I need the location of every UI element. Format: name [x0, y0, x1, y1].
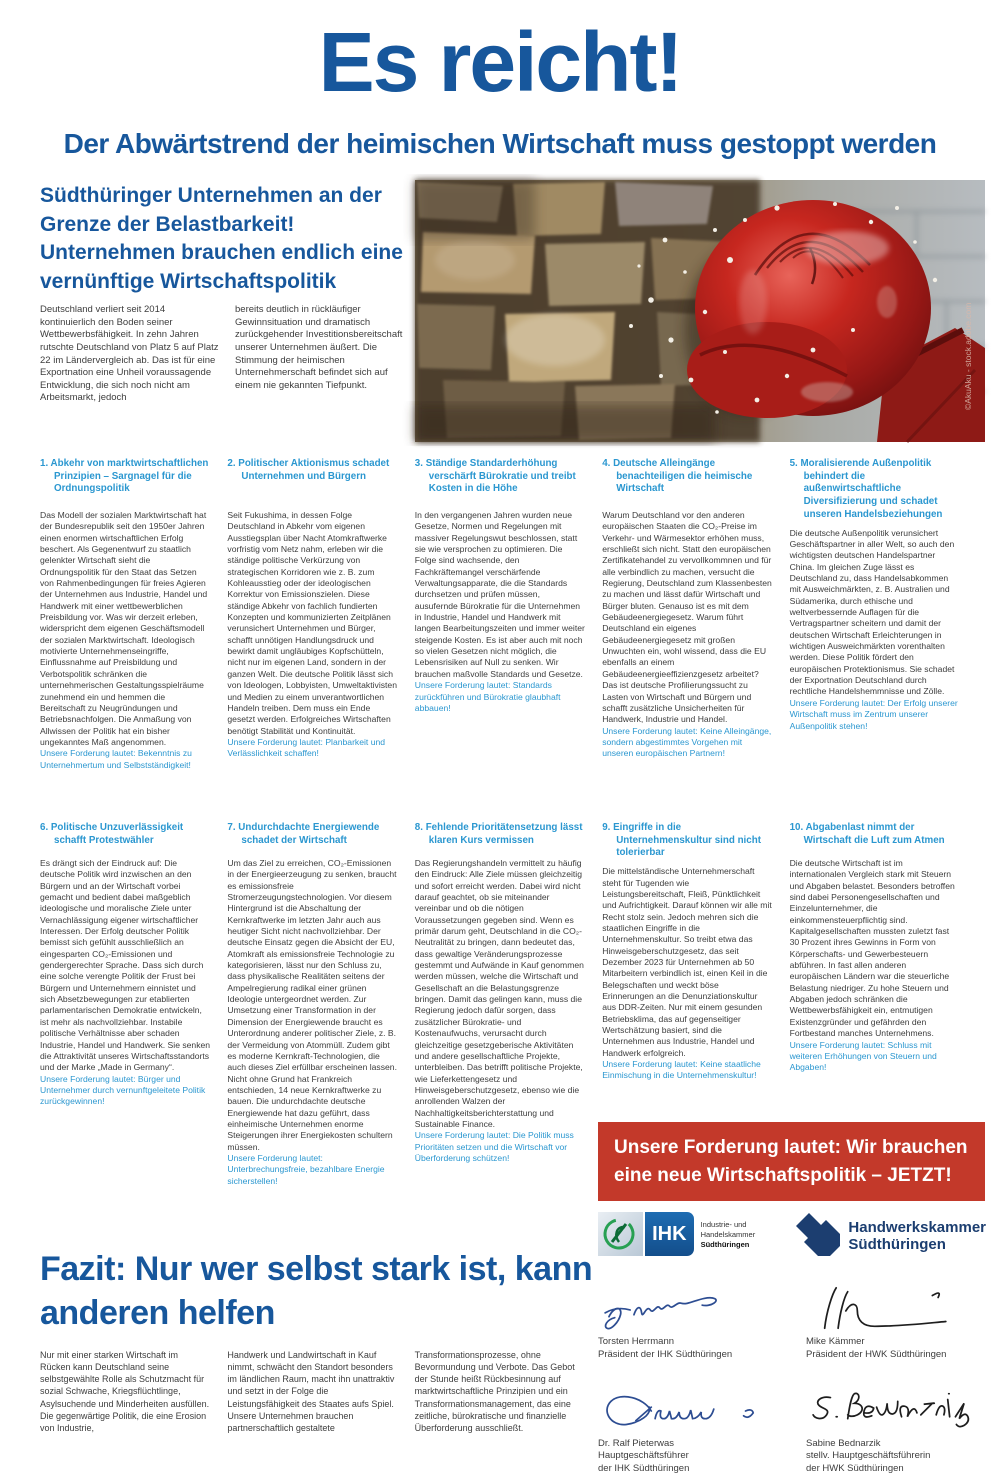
section-title: 8. Fehlende Prioritätensetzung lässt klaren Kurs vermissen	[414, 822, 583, 846]
section-title: 10. Abgabenlast nimmt der Wirtschaft die Luft zum Atmen	[789, 822, 945, 846]
signatures	[598, 1284, 990, 1476]
section-title: 3. Ständige Standarderhöhung verschärft Bürokratie und treibt Kosten in die Höhe	[414, 458, 576, 495]
section-title: 5. Moralisierende Außenpolitik behindert die außenwirtschaftliche Diversifizierung und schadet unseren Handelsbeziehungen	[789, 458, 943, 520]
signatory-role: Präsident der HWK Südthüringen	[806, 1348, 947, 1360]
fazit-column-2: Handwerk und Landwirtschaft in Kauf nimmt, schwächt den Standort besonders im ländlichen Raum, macht ihn unattraktiv und setzt in der Folge die Leistungsfähigkeit des Staates aufs Spiel. Unsere Unternehmen brauchen partnerschaftlich gestaltete	[227, 1350, 395, 1433]
signature-stroke-herrmann	[598, 1284, 768, 1334]
section-body: Es drängt sich der Eindruck auf: Die deutsche Politik wird inzwischen an den Bürgern und an der Wirtschaft vorbei gemacht und bedient dabei maßgeblich ideologische und moralische Ziele unter Vernachlässigung eigener wirtschaftlicher Interessen. Der Erfolg deutscher Politik bemisst sich gefühlt ausschließlich an eingesparten CO₂-Emissionen und gendergerechter Sprache. Dass sich durch eine solche verengte Politik der Frust bei Bürgern und Unternehmern einnistet und sich Absetzbewegungen zur etablierten parlamentarischen Demokratie entwickeln, ist mehr als nachvollziehbar. Instabile politische Verhältnisse aber schaden Industrie, Handel und Handwerk. Sie senken die Attraktivität unseres Wirtschaftsstandorts und der Marke „Made in Germany“.	[40, 858, 211, 1073]
boxing-glove-wall-image	[415, 180, 985, 442]
section-body: Seit Fukushima, in dessen Folge Deutschland in Abkehr vom eigenen Ausstiegsplan über Nacht Atomkraftwerke vorfristig vom Netz nahm, erleben wir die ständige politische Verkürzung von strategischen Korridoren wie z. B. zum Kohleausstieg oder der ideologischen Korrektur von Emissionszielen. Diese ständige Abkehr von fachlich fundierten Konzepten und kommunizierten Zeitplänen verunsichert Unternehmen und Bürger, schafft unnötigen Handlungsdruck und bewirkt damit ungläubiges Kopfschütteln, nicht nur im eigenen Land, sondern in der ganzen Welt. Die deutsche Politik lässt sich von Ideologen, Lobbyisten, Umweltaktivisten und Medien zu einem unverantwortlichen Handeln treiben. Dem muss ein Ende gesetzt werden. Erfolgreiches Wirtschaften benötigt Stabilität und Kontinuität.	[227, 510, 397, 736]
section-body: Die deutsche Außenpolitik verunsichert Geschäftspartner in aller Welt, so auch den wichtigsten deutschen Handelspartner China. Im gleichen Zuge lässt es Deutschland zu, dass Handelsabkommen mit Ausweichmärkten, z. B. Australien und Südamerika, durch ethische und weltverbessernde Auflagen für die Vertragspartner scheitern und damit der deutschen Wirtschaft Erleichterungen in wichtigen Ausweichmärkten vorenthalten werden. Diese Politik fördert den europäischen Protektionismus. Sie schadet der Exportnation Deutschland durch rechtliche Handelshemmnisse und Zölle.	[789, 527, 955, 697]
section-body: Warum Deutschland vor den anderen europäischen Staaten die CO₂-Preise im Verkehr- und Wärmesektor erhöhen muss, erschließt sich nicht. Statt den europäischen Zertifikatehandel zu vervollkommnen und für alle verbindlich zu machen, versucht die Regierung, Deutschland zum Klassenbesten zu machen und lässt dafür Wirtschaft und Bürger bluten. Genauso ist es mit dem Gebäudeenergiegesetz. Warum führt Deutschland ein eigenes Gebäudeenergiegesetz mit großen Unwuchten ein, wohl wissend, dass die EU ebenfalls an einem Gebäudeenergieeffizienzgesetz arbeitet? Das ist deutsche Profilierungssucht zu Lasten von Wirtschaft und Bürgern und schafft zusätzliche Unsicherheiten für Handwerk, Industrie und Handel.	[602, 510, 772, 725]
section-body: Um das Ziel zu erreichen, CO₂-Emissionen in der Energieerzeugung zu senken, braucht es emissionsfreie Stromerzeugungstechnologien. Vor diesem Hintergrund ist die Abschaltung der Kernkraftwerke im letzten Jahr auch aus heutiger Sicht nicht nachvollziehbar. Der deutsche Einsatz gegen die Absicht der EU, Atomkraft als emissionsfreie Technologie zu kategorisieren, lässt nur den Schluss zu, dass physikalische Realitäten seitens der Ampelregierung radikal einer grünen Ideologie untergeordnet werden. Zur Umsetzung einer Transformation in der Dimension der Energiewende braucht es Unterordnung anderer politischer Ziele, z. B. der Vermeidung von Atommüll. Zudem gibt es moderne Kernkraft-Technologien, die auch dieses Ziel erfüllbar erscheinen lassen. Nicht ohne Grund hat Frankreich entschieden, 14 neue Kernkraftwerke zu bauen. Die undurchdachte deutsche Energiewende hat dazu geführt, dass einheimische Unternehmen enorme Steigerungen ihrer Energiekosten schultern müssen.	[227, 858, 397, 1152]
fazit-column-3: Transformationsprozesse, ohne Bevormundung und Verbote. Das Gebot der Stunde heißt Rückbesinnung auf marktwirtschaftliche Prinzipien und ein Transformationsmanagement, das eine zeitliche, bürokratische und finanzielle Überforderung ausschließt.	[414, 1350, 575, 1433]
intro-heading: Südthüringer Unternehmen an der Grenze der Belastbarkeit! Unternehmen brauchen endlich eine vernünftige Wirtschaftspolitik	[40, 184, 403, 293]
hwk-logo	[796, 1212, 986, 1261]
signatory-role2: der HWK Südthüringen	[806, 1463, 904, 1475]
section-demand: Unsere Forderung lautet: Unterbrechungsfreie, bezahlbare Energie sicherstellen!	[227, 1152, 385, 1186]
intro-column-2: bereits deutlich in rückläufiger Gewinnsituation und dramatisch zurückgehender Investitionsbereitschaft unserer Unternehmen äußert. Die Stimmung der heimischen Unternehmerschaft befindet sich auf einem nie gekannten Tiefpunkt.	[235, 304, 403, 391]
signatory-role2: der IHK Südthüringen	[598, 1463, 690, 1475]
signature-torsten-herrmann	[598, 1284, 782, 1362]
signatory-role: stellv. Hauptgeschäftsführerin	[806, 1450, 931, 1462]
section-4	[602, 458, 772, 771]
section-demand: Unsere Forderung lautet: Schluss mit weiteren Erhöhungen von Steuern und Abgaben!	[789, 1039, 937, 1073]
section-body: Das Modell der sozialen Marktwirtschaft hat der Bundesrepublik seit den 1950er Jahren einen enormen wirtschaftlichen Erfolg beschert. Als Gegenentwurf zu staatlich gelenkter Wirtschaft sieht die Ordnungspolitik für den Staat das Setzen von Rahmenbedingungen für freies Agieren der Unternehmen aus Industrie, Handel und Handwerk mit einer wettbewerblichen Preisbildung vor. Was wir derzeit erleben, widerspricht dem eigenen Geschäftsmodell der sozialen Marktwirtschaft. Ideologisch motivierte Unternehmenseingriffe, Einflussnahme auf Preisbildung und Verbotspolitik schränken die unternehmerischen Gestaltungsspielräume zunehmend ein und hemmen die Bereitschaft zu Neugründungen und Betriebsnachfolgen. Die Anmaßung von Allwissen der Politik hat ein bisher ungekanntes Maß angenommen.	[40, 510, 208, 747]
ihk-logo-line2: Südthüringen	[700, 1240, 750, 1250]
signature-sabine-bednarzik	[806, 1386, 990, 1476]
section-1	[40, 458, 210, 771]
section-demand: Unsere Forderung lautet: Standards zurückführen und Bürokratie glaubhaft abbauen!	[414, 680, 561, 713]
hwk-logo-text	[848, 1220, 986, 1254]
ihk-logo-line1: Industrie- und Handelskammer	[700, 1220, 756, 1240]
page-subtitle: Der Abwärtstrend der heimischen Wirtschaft muss gestoppt werden	[63, 128, 937, 159]
signatory-name: Torsten Herrmann	[598, 1336, 675, 1347]
signature-mike-kaemmer	[806, 1284, 990, 1362]
section-title: 9. Eingriffe in die Unternehmenskultur sind nicht tolerierbar	[602, 822, 761, 859]
signature-ralf-pieterwas	[598, 1386, 782, 1476]
section-body: Die mittelständische Unternehmerschaft steht für Tugenden wie Leistungsbereitschaft, Fleiß, Pünktlichkeit und Aufrichtigkeit. Darauf können wir alle mit Recht stolz sein. Jedoch mehren sich die staatlichen Eingriffe in die Unternehmenskultur. So treibt etwa das Hinweisgeberschutzgesetz, das seit Dezember 2023 für Unternehmen ab 50 Mitarbeitern verbindlich ist, einen Keil in die Belegschaften und weckt böse Erinnerungen an die Denunziationskultur aus DDR-Zeiten. Nur mit einem gesunden Betriebsklima, das auf gegenseitiger Wertschätzung basiert, sind die Unternehmen aus Industrie, Handel und Handwerk erfolgreich.	[602, 866, 772, 1058]
section-title: 1. Abkehr von marktwirtschaftlichen Prinzipien – Sargnagel für die Ordnungspolitik	[40, 458, 209, 495]
section-body: In den vergangenen Jahren wurden neue Gesetze, Normen und Regelungen mit massiver Regelungswut beschlossen, statt sie wie versprochen zu optimieren. Die Folge sind wachsende, den Fachkräftemangel verschärfende Verwaltungsapparate, die die Standards durchsetzen und prüfen müssen, ausufernde Bürokratie für die Unternehmen in Industrie, Handel und Handwerk mit langen Bearbeitungszeiten und immer weiter steigende Kosten. Es ist aber auch mit noch so vielen Gesetzen nicht möglich, die Lebensrisiken auf Null zu senken. Wir brauchen maßvolle Standards und Gesetze.	[414, 510, 585, 679]
section-3	[415, 458, 585, 771]
page-title: Es reicht!	[318, 15, 682, 109]
section-demand: Unsere Forderung lautet: Planbarkeit und Verlässlichkeit schaffen!	[227, 736, 386, 759]
signatory-name: Sabine Bednarzik	[806, 1437, 881, 1449]
section-demand: Unsere Forderung lautet: Der Erfolg unserer Wirtschaft muss im Zentrum unserer Außenpolitik stehen!	[789, 697, 958, 731]
hero-photo	[415, 180, 985, 442]
section-body: Das Regierungshandeln vermittelt zu häufig den Eindruck: Alle Ziele müssen gleichzeitig und sofort erreicht werden. Dabei wird nicht darauf geachtet, ob sie miteinander vereinbar und ob die nötigen Voraussetzungen gegeben sind. Wenn es primär darum geht, Deutschland in die CO₂-Neutralität zu bringen, dann bedeutet das, dass gewaltige Veränderungsprozesse gestemmt und Aufwände in Kauf genommen werden müssen, welche die Wirtschaft und Gesellschaft an die Belastungsgrenze bringen. Damit das gelingen kann, muss die Regierung jedoch dafür sorgen, dass zusätzlicher Bürokratie- und Kostenaufwuchs, verursacht durch gleichzeitige gesetzgeberische Aktivitäten und andere gesellschaftliche Projekte, unterbleiben. Das betrifft politische Projekte, wie Lieferkettengesetz und Hinweisgeberschutzgesetz, ebenso wie die anrollenden Walzen der Nachhaltigkeitsberichterstattung und Sustainable Finance.	[414, 858, 584, 1129]
hwk-mark-icon	[796, 1212, 840, 1261]
section-demand: Unsere Forderung lautet: Keine staatliche Einmischung in die Unternehmenskultur!	[602, 1059, 761, 1081]
signatory-name: Dr. Ralf Pieterwas	[598, 1437, 675, 1449]
fazit-column-1: Nur mit einer starken Wirtschaft im Rücken kann Deutschland seine selbstgewählte Rolle als Schutzmacht für sozial Schwache, Kriegsflüchtlinge, Asylsuchende und Minderheiten ausfüllen. Die gegenwärtige Politik, die eine Erosion von Industrie,	[40, 1350, 210, 1433]
section-5	[790, 458, 960, 771]
intro-columns	[40, 304, 414, 405]
chamber-logos	[598, 1212, 986, 1261]
hwk-logo-line2: Südthüringen	[848, 1235, 946, 1253]
section-2	[227, 458, 397, 771]
section-8	[415, 822, 585, 1187]
ihk-abbr: IHK	[645, 1212, 694, 1256]
fazit-columns	[40, 1349, 585, 1434]
fazit-heading: Fazit: Nur wer selbst stark ist, kann anderen helfen	[40, 1250, 593, 1333]
signature-stroke-bednarzik	[806, 1386, 976, 1436]
signature-stroke-kaemmer	[806, 1284, 976, 1334]
intro-column-1: Deutschland verliert seit 2014 kontinuierlich den Boden seiner Wettbewerbsfähigkeit. In zehn Jahren rutschte Deutschland von Platz 5 auf Platz 22 im Ländervergleich ab. Das ist für eine Exportnation eine Unheil voraussagende Entwicklung, die sich noch nicht am Arbeitsmarkt, jedoch	[40, 304, 219, 404]
section-title: 7. Undurchdachte Energiewende schadet der Wirtschaft	[227, 822, 380, 846]
section-title: 6. Politische Unzuverlässigkeit schafft Protestwähler	[40, 822, 184, 846]
photo-credit: ©AkuAku - stock.adobe.com	[963, 302, 973, 410]
signatory-name: Mike Kämmer	[806, 1336, 865, 1347]
hwk-logo-line1: Handwerkskammer	[848, 1218, 986, 1236]
section-demand: Unsere Forderung lautet: Bürger und Unternehmer durch vernunftgeleitete Politik zurückgewinnen!	[40, 1073, 206, 1107]
section-6	[40, 822, 210, 1187]
signatory-role: Hauptgeschäftsführer	[598, 1450, 689, 1462]
ihk-logo-text	[701, 1220, 797, 1256]
sections-row-1	[40, 458, 960, 771]
signatory-role: Präsident der IHK Südthüringen	[598, 1348, 733, 1360]
signature-stroke-pieterwas	[598, 1386, 768, 1436]
ihk-logo	[598, 1212, 796, 1256]
section-7	[227, 822, 397, 1187]
section-title: 4. Deutsche Alleingänge benachteiligen die heimische Wirtschaft	[602, 458, 753, 495]
section-demand: Unsere Forderung lautet: Bekenntnis zu Unternehmertum und Selbstständigkeit!	[40, 748, 192, 770]
section-demand: Unsere Forderung lautet: Die Politik muss Prioritäten setzen und die Wirtschaft vor Überforderung schützen!	[414, 1130, 574, 1163]
section-title: 2. Politischer Aktionismus schadet Unternehmen und Bürgern	[227, 458, 390, 482]
section-demand: Unsere Forderung lautet: Keine Alleingänge, sondern abgestimmtes Vorgehen mit unseren europäischen Partnern!	[602, 725, 772, 759]
section-body: Die deutsche Wirtschaft ist im internationalen Vergleich stark mit Steuern und Abgaben belastet. Besonders betroffen sind dabei Personengesellschaften und Einzelunternehmer, die einkommensteuerpflichtig sind. Kapitalgesellschaften mussten zuletzt fast 30 Prozent ihres Gewinns in Form von Körperschafts- und Gewerbesteuern abführen. In fast allen anderen europäischen Ländern war die steuerliche Belastung niedriger. Zu hohe Steuern und Abgaben jedoch schränken die Wettbewerbsfähigkeit ein, entmutigen Existenzgründer und gefährden den Fortbestand manches Unternehmens.	[789, 858, 955, 1039]
cta-banner: Unsere Forderung lautet: Wir brauchen eine neue Wirtschaftspolitik – JETZT!	[598, 1122, 985, 1201]
